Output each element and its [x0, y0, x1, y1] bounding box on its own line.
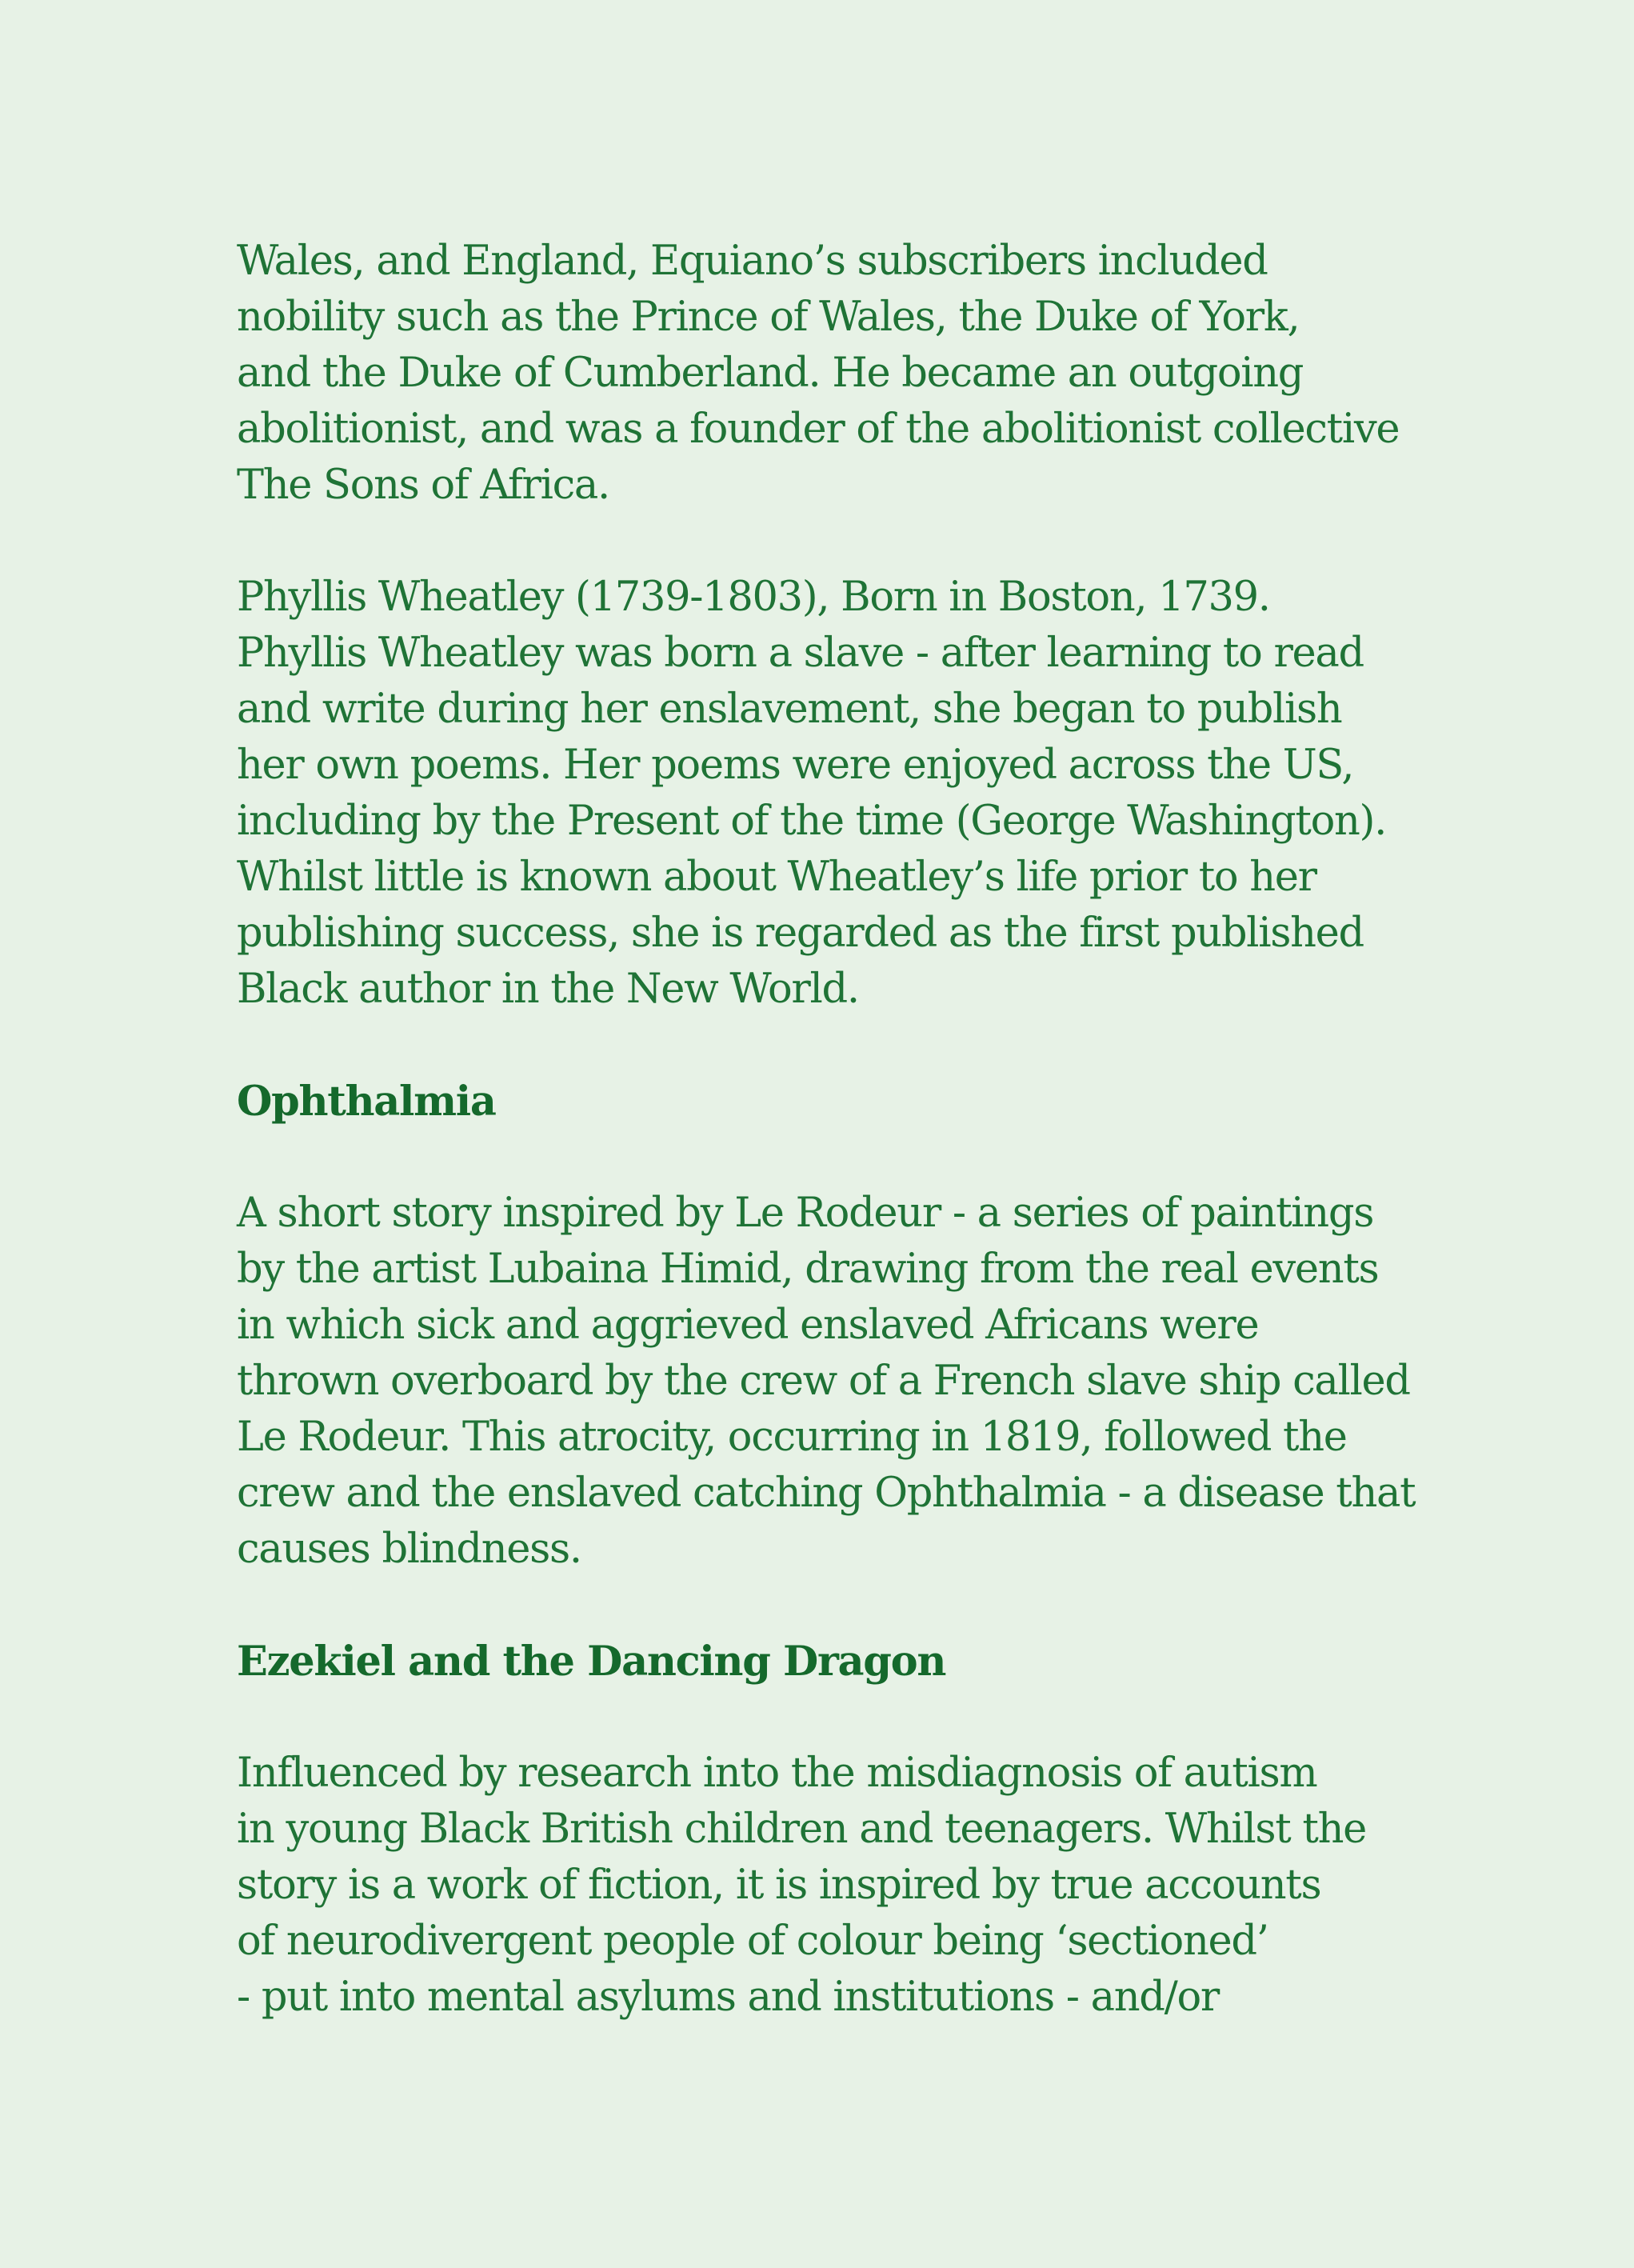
text-line: story is a work of fiction, it is inspired by true accounts — [237, 1862, 1321, 1909]
text-line: nobility such as the Prince of Wales, the Duke of York, — [237, 294, 1300, 341]
text-line: abolitionist, and was a founder of the abolitionist collective — [237, 406, 1400, 453]
text-line: Le Rodeur. This atrocity, occurring in 1819, followed the — [237, 1414, 1347, 1461]
text-line: causes blindness. — [237, 1526, 581, 1573]
text-line: and write during her enslavement, she began to publish — [237, 686, 1342, 733]
text-line: Black author in the New World. — [237, 966, 859, 1013]
text-line: crew and the enslaved catching Ophthalmia - a disease that — [237, 1470, 1416, 1517]
text-line: publishing success, she is regarded as the first published — [237, 910, 1364, 957]
paragraph-equiano — [237, 234, 1484, 514]
text-line: - put into mental asylums and institutions - and/or — [237, 1974, 1219, 2021]
text-line: of neurodivergent people of colour being ‘sectioned’ — [237, 1918, 1268, 1965]
text-line: Phyllis Wheatley (1739-1803), Born in Boston, 1739. — [237, 574, 1270, 621]
text-line: in which sick and aggrieved enslaved Africans were — [237, 1302, 1259, 1349]
text-line: thrown overboard by the crew of a French slave ship called — [237, 1358, 1410, 1405]
text-line: and the Duke of Cumberland. He became an outgoing — [237, 350, 1304, 397]
text-line: Influenced by research into the misdiagnosis of autism — [237, 1750, 1317, 1797]
document-body — [237, 234, 1484, 2082]
paragraph-ophthalmia — [237, 1186, 1484, 1578]
text-line: A short story inspired by Le Rodeur - a series of paintings — [237, 1190, 1374, 1237]
text-line: Wales, and England, Equiano’s subscribers included — [237, 238, 1268, 285]
paragraph-wheatley — [237, 570, 1484, 1018]
text-line: by the artist Lubaina Himid, drawing from the real events — [237, 1246, 1379, 1293]
text-line: in young Black British children and teenagers. Whilst the — [237, 1806, 1367, 1853]
heading-ezekiel: Ezekiel and the Dancing Dragon — [237, 1638, 946, 1686]
text-line: including by the Present of the time (George Washington). — [237, 798, 1387, 845]
heading-ophthalmia: Ophthalmia — [237, 1078, 496, 1126]
text-line: Phyllis Wheatley was born a slave - after learning to read — [237, 630, 1364, 677]
paragraph-ezekiel — [237, 1746, 1484, 2026]
text-line: her own poems. Her poems were enjoyed across the US, — [237, 742, 1354, 789]
text-line: Whilst little is known about Wheatley’s life prior to her — [237, 854, 1316, 901]
text-line: The Sons of Africa. — [237, 462, 609, 509]
